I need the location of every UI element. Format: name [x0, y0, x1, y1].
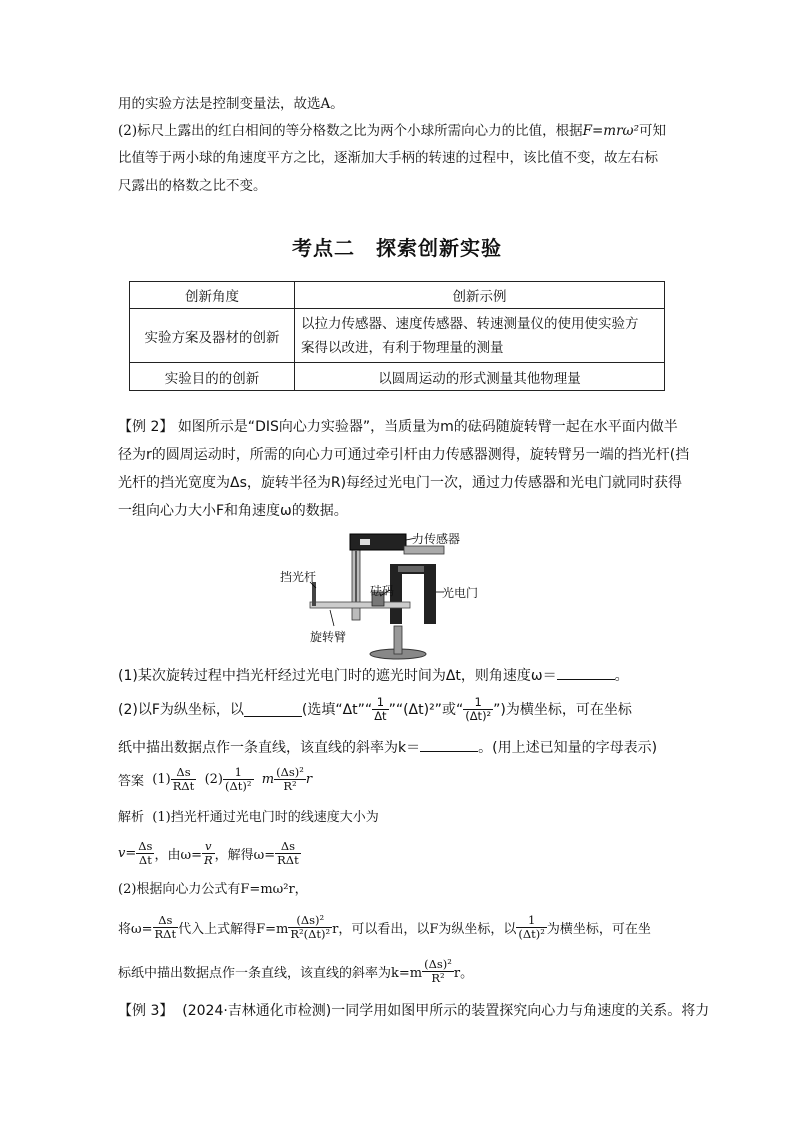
table-cell-example-line: 以拉力传感器、速度传感器、转速测量仪的使用使实验方: [301, 315, 639, 332]
frac-num: (Δs)²: [424, 956, 452, 971]
fraction-ds2-r2: [422, 958, 454, 984]
fraction-ds-dt: [136, 840, 154, 866]
table-cell-example-line: 案得以改进，有利于物理量的测量: [301, 339, 504, 356]
frac-den: (Δt)²: [224, 778, 252, 793]
answer-blank-1[interactable]: [557, 665, 615, 680]
answer-label: 答案: [118, 773, 145, 789]
top-line-2-text: (2)标尺上露出的红白相间的等分格数之比为两个小球所需向心力的比值，根据: [118, 123, 583, 139]
label-rotating-arm: 旋转臂: [310, 630, 347, 644]
question-2-options: (选填“Δt”“: [301, 702, 373, 718]
analysis-label: 解析: [118, 810, 145, 825]
frac-den: RΔt: [154, 926, 177, 941]
frac-num: 1: [372, 696, 388, 710]
table-row: [130, 309, 665, 363]
analysis-solve: ，解得ω=: [214, 847, 276, 863]
label-force-sensor: 力传感器: [412, 532, 461, 546]
example2-tag: 【例 2】: [118, 419, 174, 435]
frac-num: Δs: [153, 914, 179, 928]
example2-text: 如图所示是“DIS向心力实验器”，当质量为m的砝码随旋转臂一起在水平面内做半: [177, 419, 678, 435]
analysis-l5a: 标纸中描出数据点作一条直线，该直线的斜率为k=m: [118, 965, 423, 981]
frac-num: (Δs)²: [288, 914, 332, 928]
analysis-mid: ，由ω=: [154, 847, 202, 863]
fraction-ds2-r2dt2: [288, 914, 332, 940]
answer-blank-3[interactable]: [420, 737, 478, 752]
frac-den: Δt: [138, 852, 152, 867]
label-weight: 砝码: [370, 584, 395, 598]
question-2-line-2-text: 纸中描出数据点作一条直线，该直线的斜率为k＝: [118, 740, 421, 756]
question-1-end: 。: [614, 668, 629, 684]
frac-den: (Δt)²: [465, 708, 492, 723]
answer-line: [118, 762, 312, 796]
example2-line-3: 光杆的挡光宽度为Δs，旋转半径为R)每经过光电门一次，通过力传感器和光电门就同时获得: [118, 475, 683, 491]
analysis-line-5: [118, 953, 473, 989]
table-header-angle: 创新角度: [130, 282, 295, 309]
fraction-1-over-dt: [372, 696, 388, 722]
answer-fraction-2: [223, 766, 254, 792]
answer-r: r: [305, 771, 313, 787]
frac-num: v: [202, 840, 215, 854]
question-2-end: ”)为横坐标，可在坐标: [493, 702, 632, 718]
frac-den: Δt: [374, 708, 387, 723]
question-2-text: (2)以F为纵坐标，以: [118, 702, 244, 718]
section-title: 考点二 探索创新实验: [292, 236, 502, 260]
formula-f-mrw2: F=mrω²: [582, 123, 639, 139]
top-line-4: 尺露出的格数之比不变。: [118, 178, 267, 194]
frac-den: R: [203, 852, 213, 867]
table-cell-example: 以圆周运动的形式测量其他物理量: [295, 363, 665, 391]
frac-den: R²: [283, 778, 297, 793]
analysis-v-eq: v=: [118, 845, 137, 861]
analysis-line-1: [118, 808, 379, 828]
fraction-1-over-dt2: [463, 696, 493, 722]
frac-num: Δs: [275, 840, 301, 854]
frac-num: Δs: [138, 838, 153, 853]
answer-part-2: (2): [204, 771, 223, 787]
example3-tag: 【例 3】: [118, 1003, 174, 1019]
fraction-1-dt2: [516, 914, 547, 940]
example2-line-2: 径为r的圆周运动时，所需的向心力可通过牵引杆由力传感器测得，旋转臂另一端的挡光杆(挡: [118, 447, 690, 463]
example3-text: (2024·吉林通化市检测)一同学用如图甲所示的装置探究向心力与角速度的关系。将力: [182, 1003, 710, 1019]
analysis-line-3: (2)根据向心力公式有F=mω²r，: [118, 882, 308, 897]
analysis-line-2: [118, 836, 301, 870]
innovation-table: [129, 281, 665, 391]
question-2-line-2: [118, 737, 657, 757]
analysis-l4a: 将ω=: [118, 921, 153, 937]
frac-num: 1: [463, 696, 493, 710]
question-1-text: (1)某次旋转过程中挡光杆经过光电门时的遮光时间为Δt，则角速度ω＝: [118, 668, 557, 684]
frac-den: RΔt: [172, 778, 195, 793]
analysis-text-1: (1)挡光杆通过光电门时的线速度大小为: [152, 810, 379, 825]
example3-line: [118, 1000, 709, 1020]
frac-num: 1: [516, 914, 547, 928]
analysis-l4b: 代入上式解得F=m: [178, 921, 289, 937]
table-cell-angle: 实验方案及器材的创新: [130, 309, 295, 363]
answer-blank-2[interactable]: [244, 702, 302, 717]
apparatus-figure: [280, 530, 510, 660]
table-row: [130, 363, 665, 391]
top-line-1: 用的实验方法是控制变量法，故选A。: [118, 96, 344, 112]
table-cell-example: [295, 309, 665, 363]
fraction-ds-rdt: [275, 840, 301, 866]
example2-line-1: [118, 416, 678, 436]
frac-num: 1: [223, 766, 254, 780]
frac-den: (Δt)²: [518, 926, 545, 941]
answer-m: m: [261, 771, 275, 787]
top-line-2-end: 可知: [638, 123, 666, 139]
answer-part-1: (1): [152, 771, 171, 787]
table-header-example: 创新示例: [295, 282, 665, 309]
question-2-line-2-end: 。(用上述已知量的字母表示): [478, 740, 658, 756]
analysis-line-4: [118, 907, 651, 947]
frac-num: (Δs)²: [276, 764, 304, 779]
frac-num: Δs: [171, 766, 197, 780]
fraction-ds-rdt: [153, 914, 179, 940]
table-cell-angle: 实验目的的创新: [130, 363, 295, 391]
analysis-l5b: r。: [453, 965, 474, 981]
top-line-3: 比值等于两小球的角速度平方之比，逐渐加大手柄的转速的过程中，该比值不变，故左右标: [118, 150, 658, 166]
example2-line-4: 一组向心力大小F和角速度ω的数据。: [118, 503, 348, 519]
question-2-options-2: ”“(Δt)²”或“: [388, 702, 464, 718]
answer-fraction-3: [274, 766, 306, 792]
analysis-l4c: r，可以看出，以F为纵坐标，以: [332, 921, 517, 937]
answer-fraction-1: [171, 766, 197, 792]
label-photogate: 光电门: [442, 586, 479, 600]
label-light-bar: 挡光杆: [280, 570, 317, 584]
frac-den: R²: [431, 970, 445, 985]
question-2: [118, 692, 632, 726]
question-1: [118, 665, 629, 685]
frac-den: RΔt: [277, 852, 299, 867]
analysis-l4d: 为横坐标，可在坐: [546, 921, 651, 937]
top-line-2: [118, 121, 666, 141]
table-header-row: [130, 282, 665, 309]
fraction-v-r: [202, 840, 215, 866]
frac-den: R²(Δt)²: [290, 926, 331, 941]
